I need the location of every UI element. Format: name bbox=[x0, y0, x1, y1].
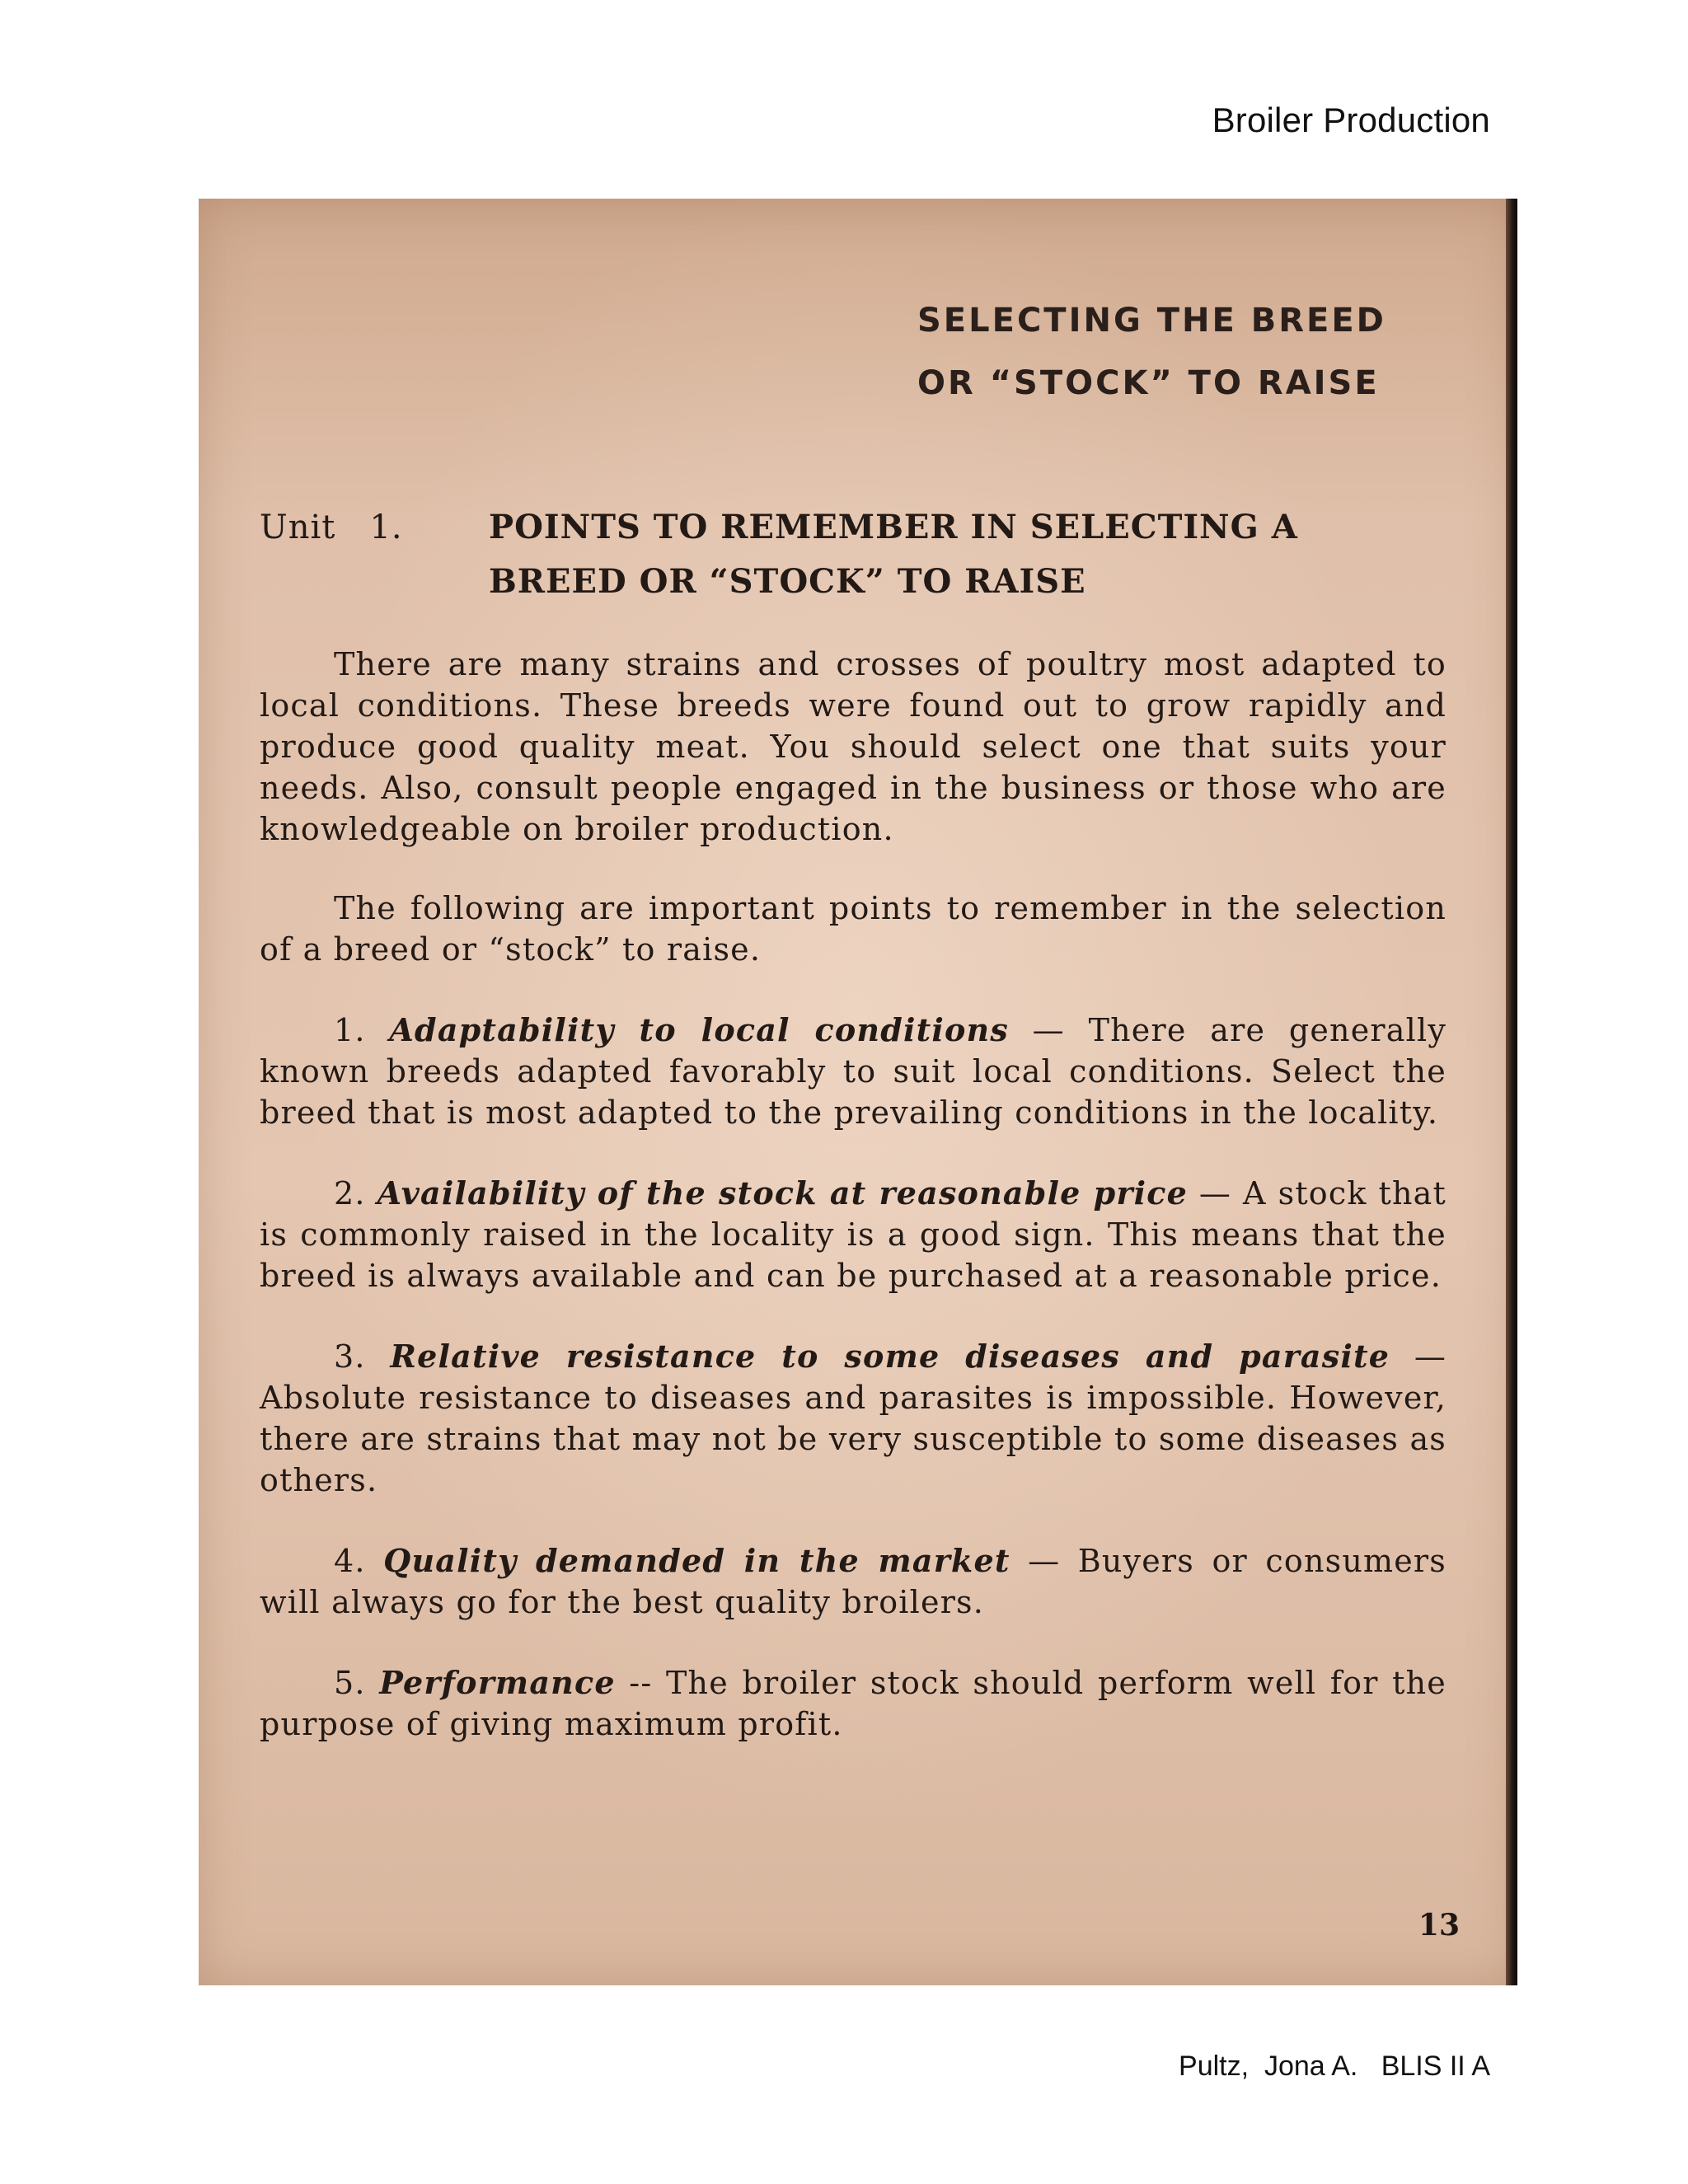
chapter-title-line-2: OR “STOCK” TO RAISE bbox=[917, 364, 1380, 402]
point-item-4 bbox=[260, 1540, 1447, 1623]
point-text: — Absolute resistance to diseases and parasites is impossible. However, there are strains that may not be very susceptible to some diseases as others. bbox=[260, 1338, 1447, 1498]
chapter-title-line-1: SELECTING THE BREED bbox=[917, 302, 1386, 340]
point-item-1 bbox=[260, 1010, 1447, 1133]
footer-author: Pultz, Jona A. BLIS II A bbox=[1179, 2050, 1490, 2082]
unit-heading bbox=[260, 500, 1447, 609]
scanned-book-page bbox=[199, 199, 1517, 1985]
intro-paragraph: There are many strains and crosses of poultry most adapted to local conditions. These breeds were found out to grow rapidly and produce good quality meat. You should select one that suits your needs. Also, consult people engaged in the business or those who are knowledgeable on broiler production. bbox=[260, 646, 1447, 847]
point-term: Availability of the stock at reasonable price bbox=[377, 1174, 1188, 1212]
point-number: 5. bbox=[334, 1665, 366, 1701]
point-term: Relative resistance to some diseases and parasite bbox=[390, 1338, 1390, 1375]
running-header-title: Broiler Production bbox=[1212, 101, 1490, 139]
point-term: Quality demanded in the market bbox=[383, 1542, 1010, 1579]
point-item-2 bbox=[260, 1173, 1447, 1296]
chapter-title bbox=[917, 289, 1447, 415]
point-text: — A stock that is commonly raised in the locality is a good sign. This means that the breed is always available and can be purchased at a reasonable price. bbox=[260, 1175, 1447, 1294]
point-item-3 bbox=[260, 1336, 1447, 1501]
following-paragraph: The following are important points to remember in the selection of a breed or “stock” to raise. bbox=[260, 890, 1447, 968]
book-page-content bbox=[260, 289, 1447, 1745]
point-text: -- The broiler stock should perform well for the purpose of giving maximum profit. bbox=[260, 1665, 1447, 1742]
point-term: Performance bbox=[379, 1664, 616, 1701]
point-item-5 bbox=[260, 1662, 1447, 1745]
point-number: 3. bbox=[334, 1338, 366, 1375]
unit-title: POINTS TO REMEMBER IN SELECTING A BREED OR “STOCK” TO RAISE bbox=[489, 508, 1298, 601]
point-number: 4. bbox=[334, 1543, 366, 1579]
unit-label: Unit 1. bbox=[260, 509, 403, 546]
point-text: — There are generally known breeds adapted favorably to suit local conditions. Select the breed that is most adapted to the prevailing conditions in the locality. bbox=[260, 1012, 1447, 1131]
point-term: Adaptability to local conditions bbox=[389, 1011, 1009, 1048]
page-number: 13 bbox=[1418, 1908, 1460, 1943]
point-number: 1. bbox=[334, 1012, 366, 1048]
page-binding-edge bbox=[1506, 199, 1517, 1985]
point-number: 2. bbox=[334, 1175, 366, 1212]
point-text: — Buyers or consumers will always go for the best quality broilers. bbox=[260, 1543, 1447, 1620]
